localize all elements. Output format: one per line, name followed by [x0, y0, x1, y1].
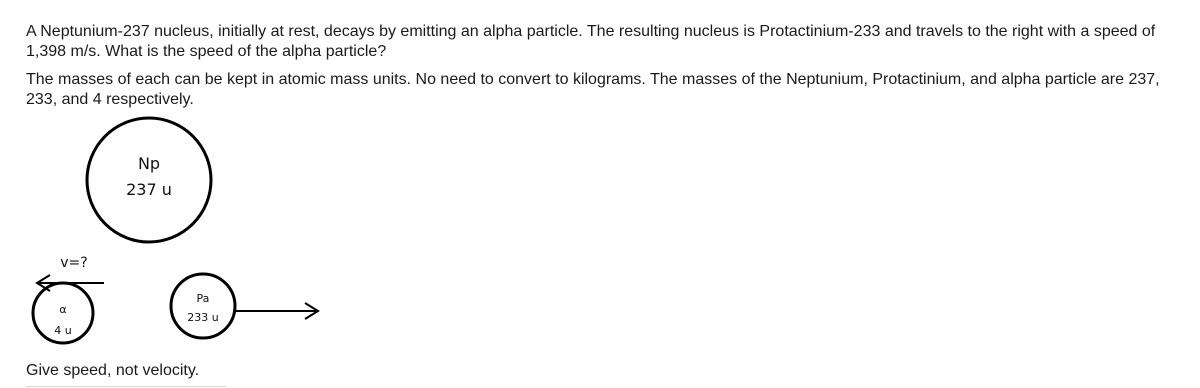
neptunium-symbol: Np	[137, 154, 161, 173]
alpha-particle	[33, 255, 104, 343]
protactinium-symbol: Pa	[196, 292, 210, 305]
alpha-mass: 4 u	[54, 324, 72, 337]
protactinium-nucleus	[171, 274, 318, 338]
question-paragraph: A Neptunium-237 nucleus, initially at rest, decays by emitting an alpha particle. The resulting nucleus is Protactinium-233 and travels to the right with a speed of 1,398 m/s. What is the speed of the alpha particle?	[26, 23, 1156, 60]
divider	[26, 386, 226, 387]
protactinium-mass: 233 u	[187, 311, 219, 324]
alpha-velocity-label: v=?	[60, 255, 88, 271]
neptunium-mass: 237 u	[126, 180, 172, 199]
mass-info-paragraph: The masses of each can be kept in atomic mass units. No need to convert to kilograms. The masses of the Neptunium, Protactinium, and alpha particle are 237, 233, and 4 respectively.	[26, 71, 1160, 108]
neptunium-nucleus	[87, 118, 211, 242]
instruction-text: Give speed, not velocity.	[26, 362, 200, 379]
alpha-symbol: α	[59, 303, 67, 316]
protactinium-circle	[171, 274, 235, 338]
